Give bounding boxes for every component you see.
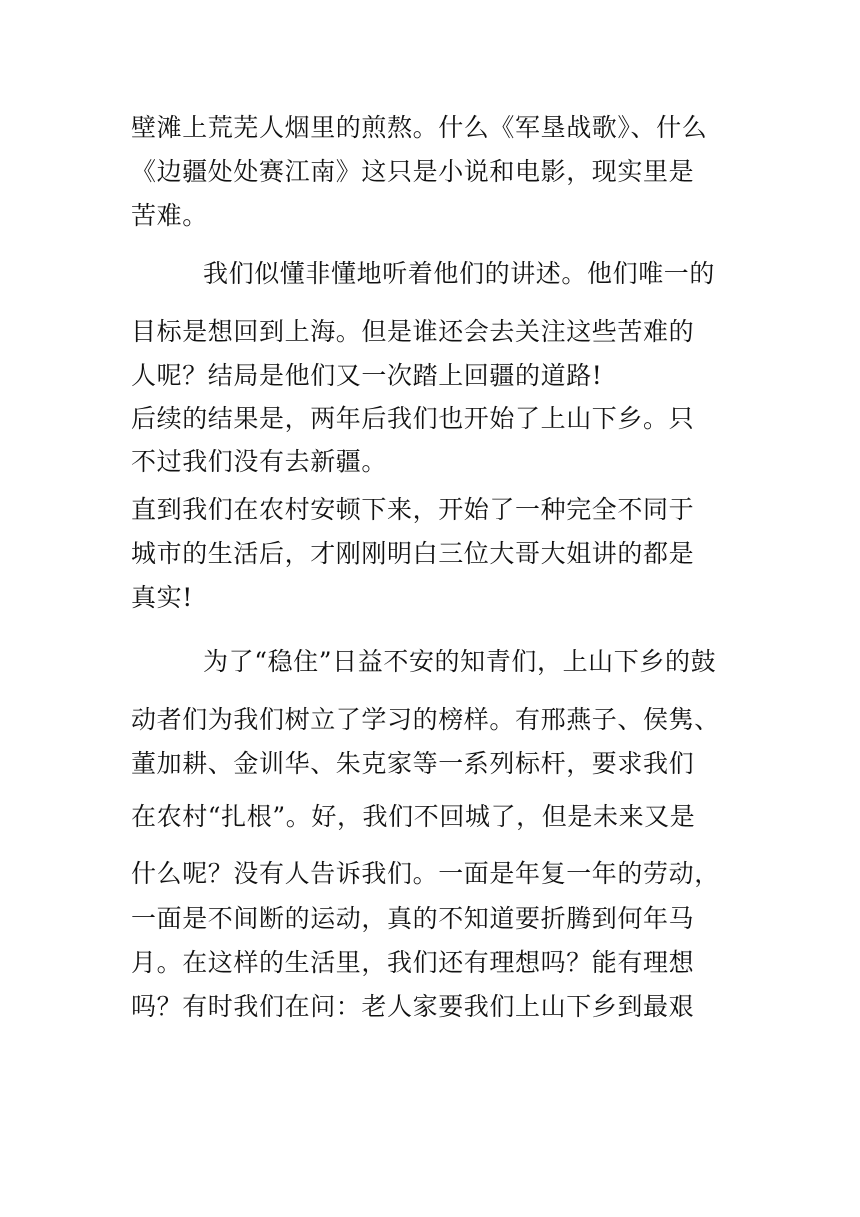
text-line: 董加耕、金训华、朱克家等一系列标杆，要求我们 bbox=[131, 749, 695, 778]
text-line: 吗？有时我们在问：老人家要我们上山下乡到最艰 bbox=[131, 992, 695, 1021]
paragraph-first-line: 我们似懂非懂地听着他们的讲述。他们唯一的 bbox=[203, 259, 716, 288]
text-line: 不过我们没有去新疆。 bbox=[131, 447, 388, 476]
text-line: 在农村“扎根”。好，我们不回城了，但是未来又是 bbox=[131, 802, 696, 831]
text-line: 什么呢？没有人告诉我们。一面是年复一年的劳动， bbox=[131, 859, 720, 888]
text-line: 直到我们在农村安顿下来，开始了一种完全不同于 bbox=[131, 495, 695, 524]
text-line: 真实! bbox=[131, 583, 193, 612]
text-line: 人呢？结局是他们又一次踏上回疆的道路! bbox=[131, 361, 603, 390]
text-line: 目标是想回到上海。但是谁还会去关注这些苦难的 bbox=[131, 317, 695, 346]
text-line: 苦难。 bbox=[131, 201, 208, 230]
text-line: 城市的生活后，才刚刚明白三位大哥大姐讲的都是 bbox=[131, 539, 695, 568]
text-line: 后续的结果是，两年后我们也开始了上山下乡。只 bbox=[131, 404, 695, 433]
text-line: 《边疆处处赛江南》这只是小说和电影，现实里是 bbox=[131, 157, 695, 186]
paragraph-first-line: 为了“稳住”日益不安的知青们，上山下乡的鼓 bbox=[203, 647, 717, 676]
text-line: 动者们为我们树立了学习的榜样。有邢燕子、侯隽、 bbox=[131, 705, 720, 734]
text-line: 壁滩上荒芜人烟里的煎熬。什么《军垦战歌》、什么 bbox=[131, 113, 708, 142]
text-line: 一面是不间断的运动，真的不知道要折腾到何年马 bbox=[131, 904, 695, 933]
text-line: 月。在这样的生活里，我们还有理想吗？能有理想 bbox=[131, 948, 695, 977]
